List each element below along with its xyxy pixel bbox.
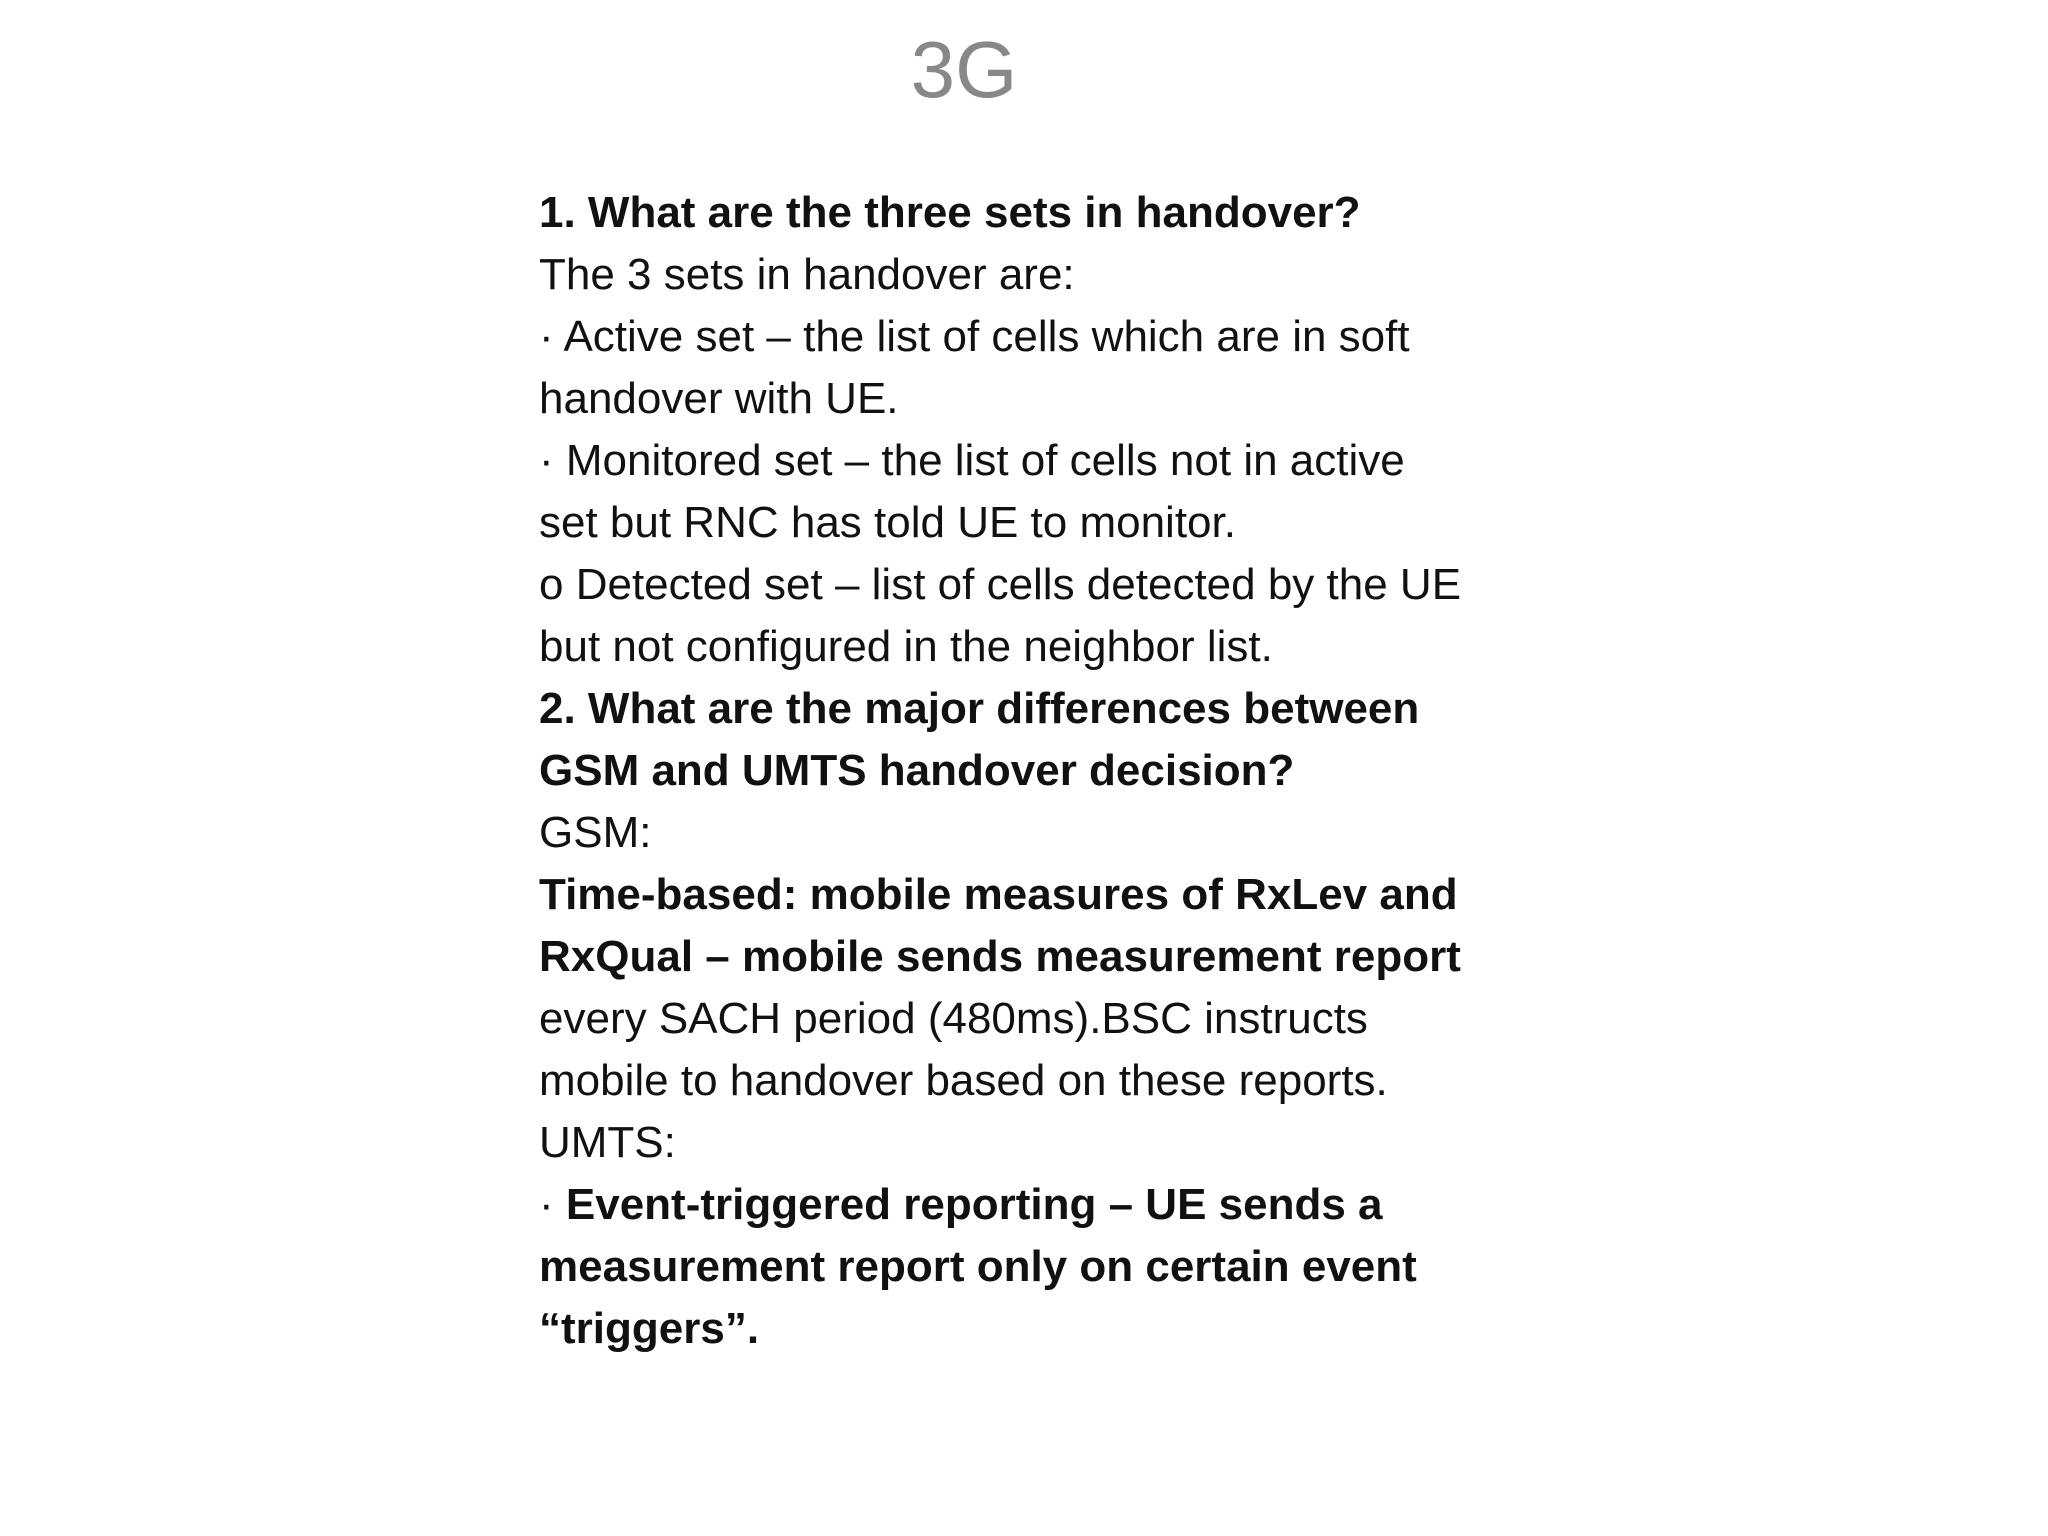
body-line [539, 926, 1579, 988]
line-text: · Active set – the list of cells which are in soft [539, 312, 1410, 361]
body-line [539, 554, 1579, 616]
body-line [539, 1112, 1579, 1174]
body-line [539, 740, 1579, 802]
body-line [539, 802, 1579, 864]
body-line [539, 1050, 1579, 1112]
line-text: 1. What are the three sets in handover? [539, 188, 1361, 237]
body-line [539, 182, 1579, 244]
bullet-prefix: · [539, 1180, 566, 1229]
line-text: “triggers”. [539, 1304, 760, 1353]
line-text: 2. What are the major differences between [539, 684, 1420, 733]
line-text: o Detected set – list of cells detected by the UE [539, 560, 1462, 609]
line-text: every SACH period (480ms).BSC instructs [539, 994, 1368, 1043]
line-text: measurement report only on certain event [539, 1242, 1417, 1291]
line-text: The 3 sets in handover are: [539, 250, 1075, 299]
body-line [539, 368, 1579, 430]
body-line [539, 616, 1579, 678]
line-text: handover with UE. [539, 374, 899, 423]
body-line [539, 492, 1579, 554]
body-line [539, 1174, 1579, 1236]
line-text: GSM: [539, 808, 652, 857]
line-text: GSM and UMTS handover decision? [539, 746, 1295, 795]
body-line [539, 678, 1579, 740]
body-line [539, 1236, 1579, 1298]
line-text: UMTS: [539, 1118, 676, 1167]
line-text: but not configured in the neighbor list. [539, 622, 1273, 671]
line-text: set but RNC has told UE to monitor. [539, 498, 1236, 547]
body-line [539, 988, 1579, 1050]
body-line [539, 244, 1579, 306]
slide-body [539, 182, 1579, 1360]
body-line [539, 864, 1579, 926]
line-text: Time-based: mobile measures of RxLev and [539, 870, 1458, 919]
slide-title: 3G [910, 25, 1018, 114]
line-text: · Monitored set – the list of cells not in active [539, 436, 1405, 485]
line-text: mobile to handover based on these reports. [539, 1056, 1388, 1105]
body-line [539, 306, 1579, 368]
line-text: Event-triggered reporting – UE sends a [565, 1180, 1383, 1229]
body-line [539, 430, 1579, 492]
body-line [539, 1298, 1579, 1360]
line-text: RxQual – mobile sends measurement report [539, 932, 1461, 981]
